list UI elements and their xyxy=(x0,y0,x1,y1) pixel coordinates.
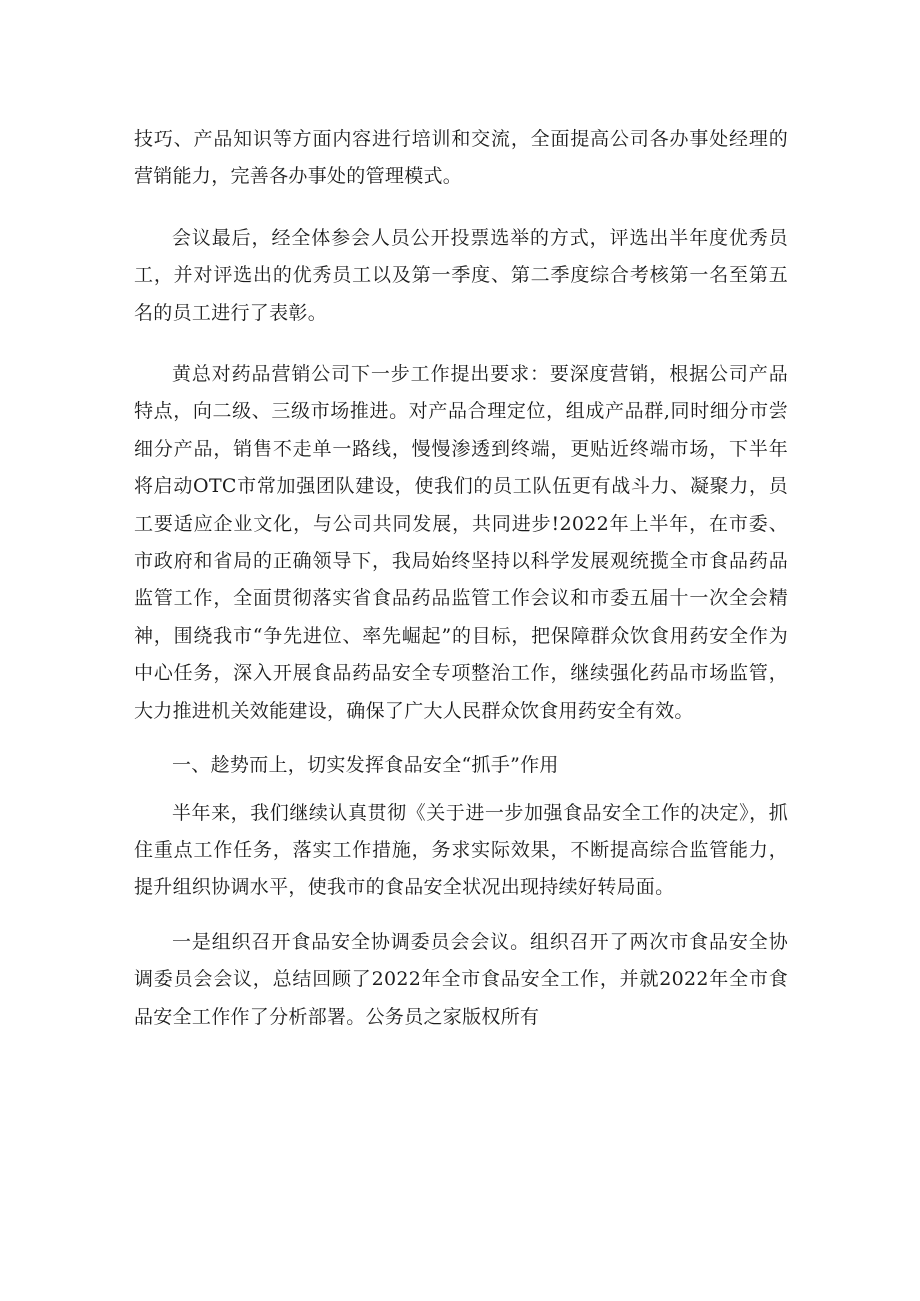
paragraph-half-year-work: 半年来，我们继续认真贯彻《关于进一步加强食品安全工作的决定》，抓住重点工作任务，落实工作措施，务求实际效果，不断提高综合监管能力，提升组织协调水平，使我市的食品安全状况出现持续好转局面。 xyxy=(134,801,788,899)
section-heading-food-safety: 一、趁势而上，切实发挥食品安全“抓手”作用 xyxy=(172,754,559,777)
paragraph-training: 技巧、产品知识等方面内容进行培训和交流，全面提高公司各办事处经理的营销能力，完善各办事处的管理模式。 xyxy=(134,128,788,188)
document-body xyxy=(134,121,788,1036)
paragraph-coordination-meeting: 一是组织召开食品安全协调委员会会议。组织召开了两次市食品安全协调委员会会议，总结回顾了2022年全市食品安全工作，并就2022年全市食品安全工作作了分析部署。公务员之家版权所有 xyxy=(134,930,788,1028)
paragraph-meeting-awards: 会议最后，经全体参会人员公开投票选举的方式，评选出半年度优秀员工，并对评选出的优秀员工以及第一季度、第二季度综合考核第一名至第五名的员工进行了表彰。 xyxy=(134,226,788,324)
paragraph-requirements-summary: 黄总对药品营销公司下一步工作提出要求：要深度营销，根据公司产品特点，向二级、三级市场推进。对产品合理定位，组成产品群,同时细分市尝细分产品，销售不走单一路线，慢慢渗透到终端，更贴近终端市场，下半年将启动OTC市常加强团队建设，使我们的员工队伍更有战斗力、凝聚力，员工要适应企业文化，与公司共同发展，共同进步!2022年上半年，在市委、市政府和省局的正确领导下，我局始终坚持以科学发展观统揽全市食品药品监管工作，全面贯彻落实省食品药品监管工作会议和市委五届十一次全会精神，围绕我市“争先进位、率先崛起”的目标，把保障群众饮食用药安全作为中心任务，深入开展食品药品安全专项整治工作，继续强化药品市场监管，大力推进机关效能建设，确保了广大人民群众饮食用药安全有效。 xyxy=(134,363,788,722)
